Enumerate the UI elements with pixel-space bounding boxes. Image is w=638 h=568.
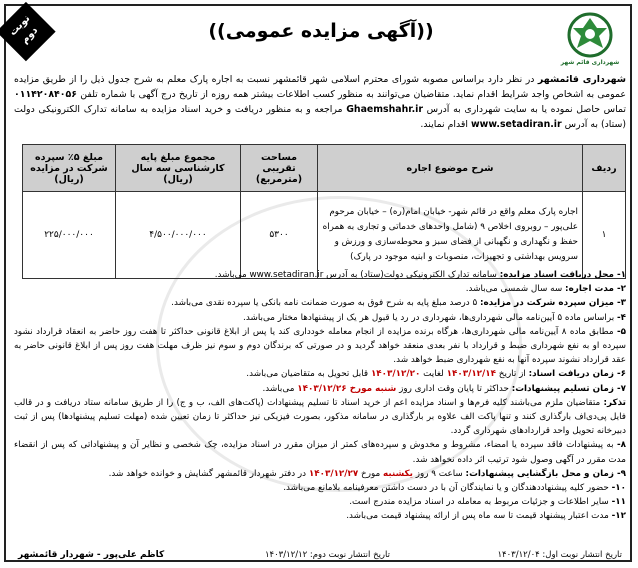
intro-text-4: اقدام نمایند.	[420, 119, 471, 130]
footer	[14, 546, 626, 564]
item-label: ۳- میزان سپرده شرکت در مزایده:	[480, 298, 626, 309]
header-index: ردیف	[583, 145, 626, 192]
table-header-row	[23, 145, 626, 192]
second-print-date: تاریخ انتشار نوبت دوم: ۱۴۰۳/۱۲/۱۲	[264, 550, 390, 560]
item-label: ۲- مدت اجاره:	[565, 284, 626, 295]
item-text: در دفتر شهردار قائمشهر گشایش و خوانده خواهد شد.	[108, 468, 309, 479]
item-label: ۱- محل دریافت اسناد مزایده:	[499, 270, 626, 280]
header-description: شرح موضوع اجاره	[318, 145, 583, 192]
list-item	[14, 396, 626, 439]
item-text: سامانه تدارک الکترونیکی دولت(ستاد) به آدرس www.setadiran.ir می‌باشد.	[214, 270, 500, 280]
intro-text-1: در نظر دارد براساس مصوبه شورای محترم اسلامی شهر قائمشهر نسبت به اجاره پارک معلم به شرح جدول ذیل را از طریق مزایده عمومی به اشخاص واجد شرایط اقدام نماید. متقاضیان می‌توانند به منظور کسب اطلاعات بیشتر همه روزه از تاریخ درج آگهی با شماره تلفن	[14, 74, 626, 100]
mayor-signature: کاظم علی‌پور - شهردار قائمشهر	[18, 550, 165, 560]
item-text: مطابق ماده ۸ آیین‌نامه مالی شهرداری‌ها، هرگاه برنده مزایده از انجام معامله خودداری کند یا پس از ابلاغ قانونی حداکثر تا هفت روز حاضر به انعقاد قرارداد نشود سپرده او به نفع شهرداری ضبط و قرارداد با نفر بعدی منعقد خواهد گردید و در صورتی که برندگان دوم و سوم نیز ظرف مهلت هفت روز پس از ابلاغ قانونی حاضر به عقد قرارداد نشوند سپرده آنها به نفع شهرداری ضبط خواهد شد.	[14, 326, 626, 366]
item-label: ۹- زمان و محل بازگشایی پیشنهادات:	[465, 468, 626, 479]
intro-org: شهرداری قائمشهر	[537, 74, 626, 85]
intro-paragraph	[14, 72, 626, 132]
municipality-logo-icon	[567, 12, 613, 58]
cell-deposit: ۲۲۵/۰۰۰/۰۰۰	[23, 192, 116, 279]
list-item	[14, 311, 626, 325]
header-area: مساحت تقریبی (مترمربع)	[241, 145, 318, 192]
list-item	[14, 481, 626, 495]
item-text: حضور کلیه پیشنهاددهندگان و یا نمایندگان آن با در دست داشتن معرفینامه بلامانع می‌باشد.	[283, 483, 612, 494]
intro-text-3: مراجعه و به منظور دریافت و خرید اسناد مزایده به سامانه تدارک الکترونیکی دولت (ستاد) به آدرس	[14, 104, 626, 130]
list-item	[14, 282, 626, 296]
item-label: ۱۱-	[611, 497, 626, 508]
intro-setad-link[interactable]: www.setadiran.ir	[471, 119, 562, 130]
intro-text-2: تماس حاصل نموده یا به سایت شهرداری به آدرس	[423, 104, 626, 115]
list-item	[14, 382, 626, 396]
header-base-price: مجموع مبلغ پایه کارشناسی سه سال (ریال)	[116, 145, 241, 192]
conditions-list	[14, 268, 626, 524]
first-print-date: تاریخ انتشار نوبت اول: ۱۴۰۳/۱۲/۰۴	[497, 550, 622, 560]
notice-frame	[4, 4, 632, 562]
item-label: ۱۲-	[611, 511, 626, 522]
list-item	[14, 367, 626, 381]
item-text: به پیشنهادات فاقد سپرده یا امضاء، مشروط و مخدوش و سپرده‌های کمتر از میزان مقرر در اسناد مزایده، چک شخصی و نظایر آن و پیشنهاداتی که پس از انقضاء مدت مقرر در آگهی وصول شود ترتیب اثر داده نخواهد شد.	[14, 440, 626, 465]
cell-description: اجاره پارک معلم واقع در قائم شهر- خیابان امام(ره) – خیابان مرحوم علی‌پور – روبروی اخلاص ۹ (شامل واحدهای خدماتی و تجاری به همراه حفظ و نگهداری و نگهبانی از فضای سبز و محوطه‌سازی و ورزش و سرویس بهداشتی و تجهیزات، منصوبات و ابنیه موجود در پارک)	[318, 192, 583, 279]
list-item	[14, 495, 626, 509]
item-label: تذکر:	[603, 397, 626, 408]
item-opening-day: یکشنبه	[383, 468, 413, 479]
round-badge	[0, 2, 56, 61]
item-text: مدت اعتبار پیشنهاد قیمت تا سه ماه پس از ارائه پیشنهاد قیمت می‌باشد.	[346, 511, 612, 522]
item-text: سه سال شمسی می‌باشد.	[465, 284, 566, 295]
list-item	[14, 509, 626, 523]
item-deadline: شنبه مورخ ۱۴۰۳/۱۲/۲۶	[297, 383, 397, 394]
item-text: سایر اطلاعات و جزئیات مربوط به معامله در اسناد مزایده مندرج است.	[349, 497, 612, 508]
item-label: ۱۰-	[611, 483, 626, 494]
item-text: ۵ درصد مبلغ پایه به شرح فوق به صورت ضمانت نامه بانکی یا سپرده نقدی می‌باشد.	[171, 298, 481, 309]
item-label: ۸-	[616, 440, 626, 451]
intro-phone: ۰۱۱۴۲۰۸۴۰۵۶	[14, 89, 77, 100]
item-text: از تاریخ	[496, 369, 529, 380]
cell-area: ۵۳۰۰	[241, 192, 318, 279]
item-text: می‌باشد.	[262, 383, 298, 394]
item-label: ۴-	[616, 312, 626, 323]
item-text: ساعت ۹ روز	[412, 468, 466, 479]
item-text: لغایت	[420, 369, 447, 380]
item-label: ۷- زمان تسلیم پیشنهادات:	[511, 383, 626, 394]
item-date-end: ۱۴۰۳/۱۲/۲۰	[370, 369, 421, 380]
list-item	[14, 296, 626, 310]
auction-table	[22, 144, 626, 279]
item-text: مورخ	[358, 468, 384, 479]
item-opening-date: ۱۴۰۳/۱۲/۲۷	[308, 468, 359, 479]
item-text: براساس ماده ۵ آیین‌نامه مالی شهرداری‌ها، شهرداری در رد یا قبول هر یک از پیشنهادها مختار می‌باشد.	[243, 312, 617, 323]
round-badge-text: نوبت دوم	[7, 13, 41, 46]
list-item	[14, 438, 626, 466]
intro-site-link[interactable]: Ghaemshahr.ir	[346, 104, 423, 115]
item-date-start: ۱۴۰۳/۱۲/۱۴	[446, 369, 497, 380]
list-item	[14, 268, 626, 282]
header-deposit: مبلغ ۵٪ سپرده شرکت در مزایده (ریال)	[23, 145, 116, 192]
item-label: ۵-	[616, 326, 626, 337]
cell-base-price: ۴/۵۰۰/۰۰۰/۰۰۰	[116, 192, 241, 279]
item-text: حداکثر تا پایان وقت اداری روز	[396, 383, 512, 394]
item-label: ۶- زمان دریافت اسناد:	[528, 369, 626, 380]
table-row	[23, 192, 626, 279]
list-item	[14, 325, 626, 368]
cell-index: ۱	[583, 192, 626, 279]
item-text: قابل تحویل به متقاضیان می‌باشد.	[246, 369, 371, 380]
logo-caption: شهرداری قائم شهر	[560, 59, 620, 66]
item-text: متقاضیان ملزم می‌باشند کلیه فرم‌ها و اسناد مزایده اعم از خرید اسناد تا تسلیم پیشنهادات (پاکت‌های الف، ب و ج) را از طریق سامانه ستاد دریافت و در قالب فایل پی‌دی‌اف بارگذاری کنند و تنها پاکت الف علاوه بر بارگذاری در سامانه مذکور، بصورت فیزیکی نیز حداکثر تا زمان تعیین شده (مهلت تسلیم پیشنهادها) پس از ثبت دبیرخانه تحویل واحد قراردادهای شهرداری گردد.	[14, 397, 626, 437]
notice-title: ((آگهی مزایده عمومی))	[208, 20, 434, 42]
municipality-logo	[558, 12, 622, 74]
list-item	[14, 467, 626, 481]
